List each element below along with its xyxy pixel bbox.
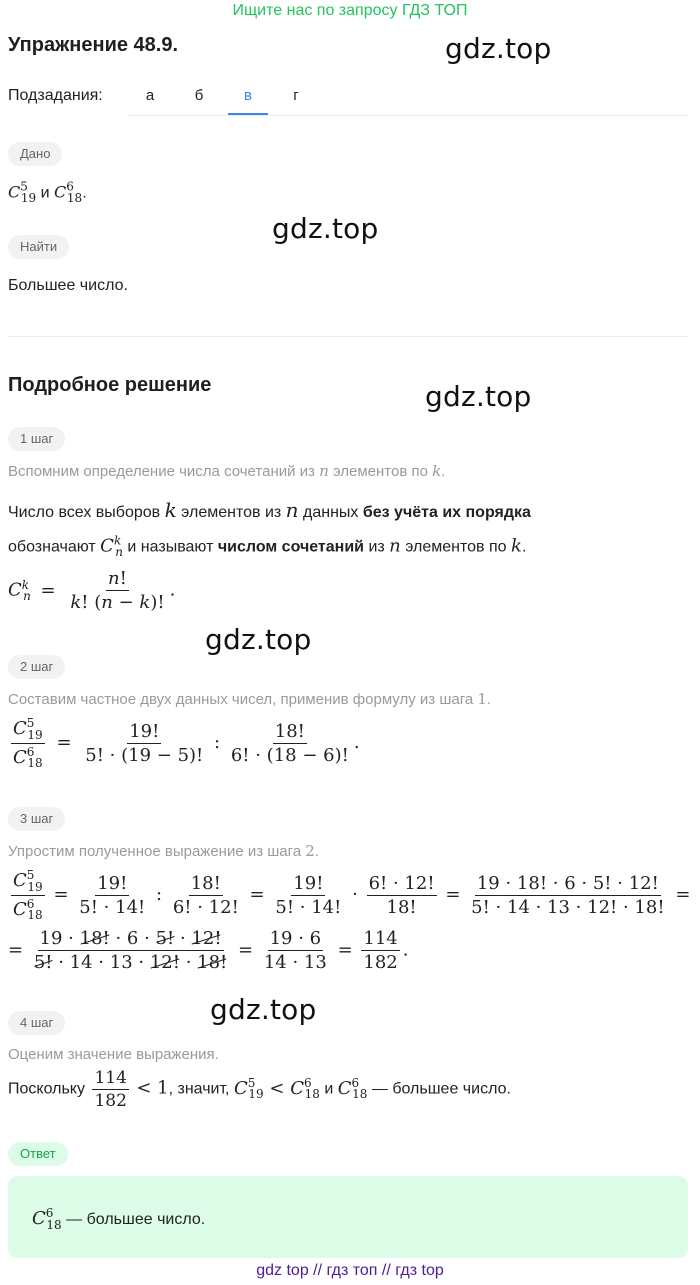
solution-title: Подробное решение (8, 374, 212, 396)
tabs-divider (128, 115, 688, 116)
top-banner: Ищите нас по запросу ГДЗ ТОП (232, 2, 468, 19)
step-badge: 3 шаг (8, 807, 65, 831)
step-hint: Оценим значение выражения. (8, 1046, 219, 1063)
step3-equation-line-1: $\frac{C^5_{19}}{C^6_{18}}$ = $\frac{19!}{5! \cdot 14!}$ : $\frac{18!}{6! \cdot 12!}$ = $\frac{19!}{5! \cdot 14!}$ · $\frac{6! \cdot 12!}{18!}$ = $\frac{19 \cdot 18! \cdot 6 \cdot 5! \cdot 12!}{5! \cdot 14 \cdot 13 \cdot 12! \cdot 18!}$ = (13, 868, 691, 923)
watermark: gdz.top (210, 993, 317, 1026)
watermark: gdz.top (205, 623, 312, 656)
given-badge: Дано (8, 142, 62, 166)
footer-links (0, 1262, 700, 1280)
step-badge: 1 шаг (8, 427, 65, 451)
step-badge: 2 шаг (8, 655, 65, 679)
tab-a[interactable]: а (145, 87, 155, 104)
step2-equation: $\frac{C^5_{19}}{C^6_{18}}$ = $\frac{19!}{5! \cdot (19 - 5)!}$ : $\frac{18!}{6! \cdot (18 - 6)!}$ . (13, 716, 360, 771)
footer-link[interactable]: гдз топ (326, 1262, 378, 1279)
section-divider (8, 336, 688, 337)
active-tab-indicator (228, 113, 268, 115)
definition-line-2: обозначают $C^k_n$ и называют числом сочетаний из n элементов по k. (8, 534, 527, 559)
tab-b[interactable]: б (194, 87, 204, 104)
tab-v[interactable]: в (244, 87, 252, 104)
step3-equation-line-2: = $\frac{19 \cdot 18! \cdot 6 \cdot 5! \cdot 12!}{5! \cdot 14 \cdot 13 \cdot 12! \cdot 18!}$ = $\frac{19 \cdot 6}{14 \cdot 13}$ = $\frac{114}{182}$ . (8, 928, 409, 973)
definition-line-1: Число всех выборов k элементов из n данных без учёта их порядка (8, 498, 531, 522)
step-hint: Составим частное двух данных чисел, применив формулу из шага 1. (8, 690, 492, 708)
answer-badge: Ответ (8, 1142, 68, 1166)
combination-formula: $C^k_n$ = $\frac{n!}{k! (n - k)!}$ . (8, 568, 176, 613)
step-hint: Упростим полученное выражение из шага 2. (8, 842, 320, 860)
watermark: gdz.top (272, 212, 379, 245)
step4-conclusion: Поскольку $\frac{114}{182}$ < 1, значит, $C^5_{19} < C^6_{18}$ и $C^6_{18}$ — большее число. (8, 1068, 511, 1111)
footer-separator: // (313, 1262, 323, 1279)
footer-link[interactable]: гдз top (395, 1262, 444, 1279)
subtasks-label: Подзадания: (8, 87, 103, 104)
exercise-title: Упражнение 48.9. (8, 34, 179, 56)
answer-text: $C^6_{18}$ — большее число. (32, 1206, 206, 1232)
watermark: gdz.top (425, 380, 532, 413)
find-badge: Найти (8, 235, 69, 259)
footer-link[interactable]: gdz top (256, 1262, 309, 1279)
footer-separator: // (381, 1262, 391, 1279)
given-expression: $C^5_{19}$ и $C^6_{18}$. (8, 180, 87, 205)
step-badge: 4 шаг (8, 1011, 65, 1035)
watermark: gdz.top (445, 32, 552, 65)
find-text: Большее число. (8, 277, 128, 294)
tab-g[interactable]: г (293, 87, 299, 104)
step-hint: Вспомним определение числа сочетаний из n элементов по k. (8, 462, 446, 480)
